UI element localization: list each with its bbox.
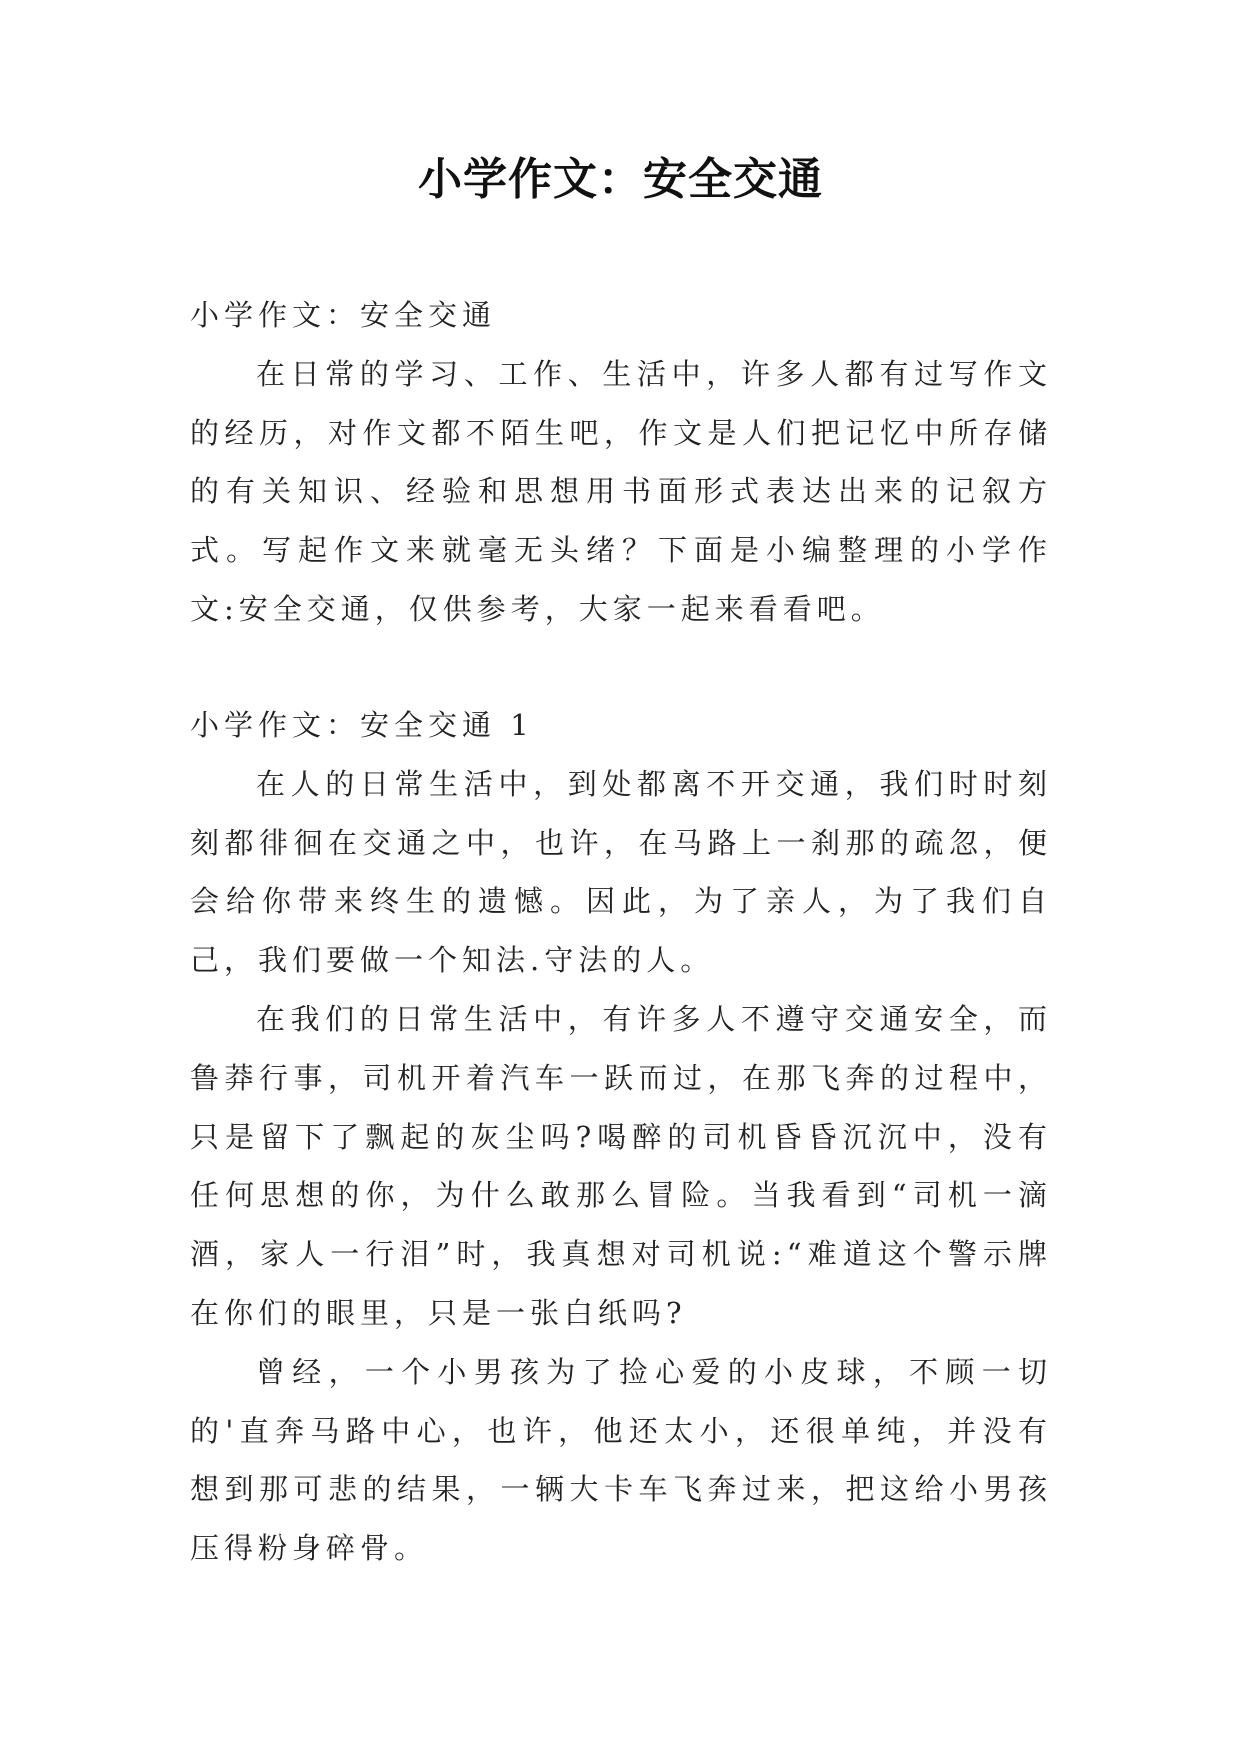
intro-paragraph: 在日常的学习、工作、生活中，许多人都有过写作文的经历，对作文都不陌生吧，作文是人们把记忆中所存储的有关知识、经验和思想用书面形式表达出来的记叙方式。写起作文来就毫无头绪？下面是小编整理的小学作文:安全交通，仅供参考，大家一起来看看吧。: [190, 356, 1052, 626]
intro-heading: 小学作文：安全交通: [190, 298, 497, 332]
essay-paragraph-1: 在人的日常生活中，到处都离不开交通，我们时时刻刻都徘徊在交通之中，也许，在马路上一刹那的疏忽，便会给你带来终生的遗憾。因此，为了亲人，为了我们自己，我们要做一个知法.守法的人。: [190, 766, 1052, 978]
document-title: 小学作文：安全交通: [418, 154, 823, 205]
intro-section: [190, 286, 1052, 639]
essay-1-section: [190, 696, 1052, 1578]
essay-paragraph-2: 在我们的日常生活中，有许多人不遵守交通安全，而鲁莽行事，司机开着汽车一跃而过，在那飞奔的过程中，只是留下了飘起的灰尘吗?喝醉的司机昏昏沉沉中，没有任何思想的你，为什么敢那么冒险。当我看到“司机一滴酒，家人一行泪”时，我真想对司机说:“难道这个警示牌在你们的眼里，只是一张白纸吗?: [190, 1001, 1052, 1330]
essay-paragraph-3: 曾经，一个小男孩为了捡心爱的小皮球，不顾一切的'直奔马路中心，也许，他还太小，还很单纯，并没有想到那可悲的结果，一辆大卡车飞奔过来，把这给小男孩压得粉身碎骨。: [190, 1354, 1052, 1566]
essay-1-heading: 小学作文：安全交通 1: [190, 708, 534, 742]
